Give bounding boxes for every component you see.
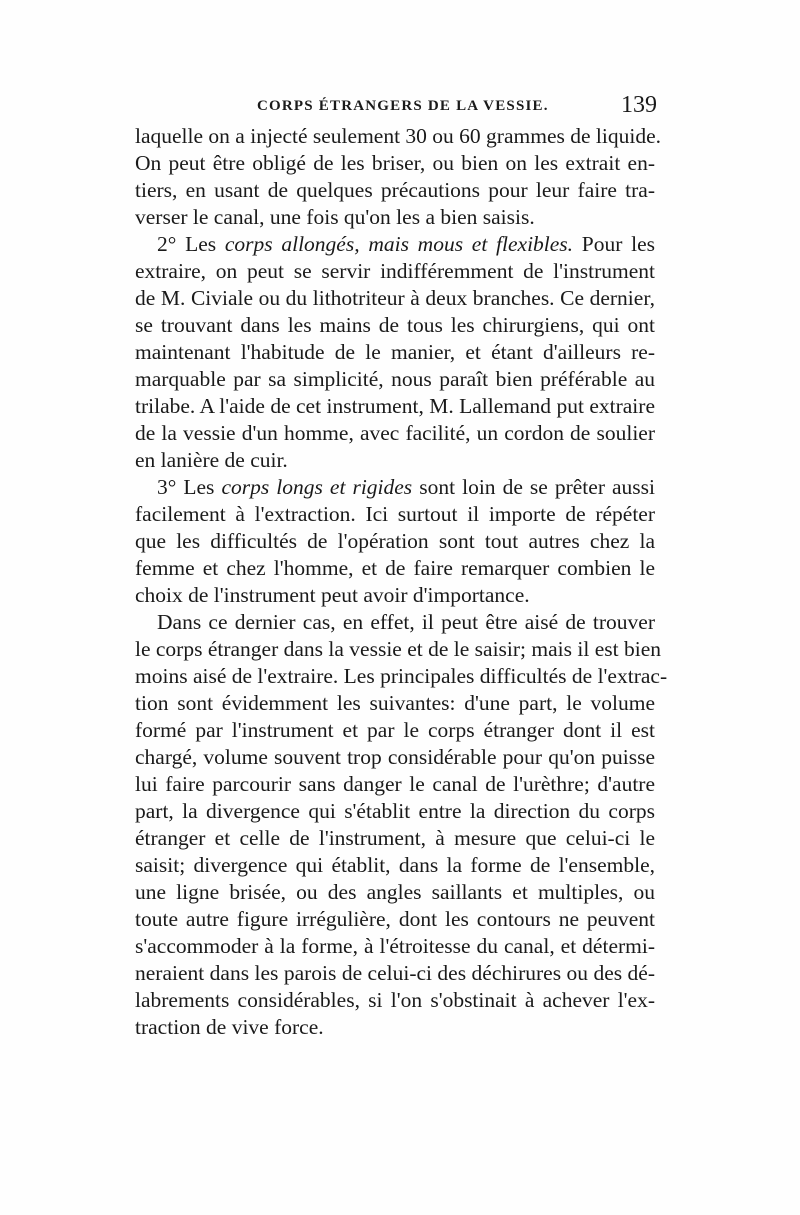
paragraph-item-2 bbox=[135, 231, 655, 474]
text-line: toute autre figure irrégulière, dont les contours ne peuvent bbox=[135, 907, 655, 931]
text-line: le corps étranger dans la vessie et de le saisir; mais il est bien bbox=[135, 637, 661, 661]
text-line: étranger et celle de l'instrument, à mesure que celui-ci le bbox=[135, 826, 655, 850]
italic-term: corps allongés, mais mous et flexibles. bbox=[224, 232, 574, 256]
text-line bbox=[135, 474, 655, 501]
text-line: neraient dans les parois de celui-ci des déchirures ou des dé- bbox=[135, 961, 655, 985]
text-line: trilabe. A l'aide de cet instrument, M. Lallemand put extraire bbox=[135, 394, 655, 418]
text-line: choix de l'instrument peut avoir d'importance. bbox=[135, 583, 530, 607]
text-line: extraire, on peut se servir indifféremment de l'instrument bbox=[135, 259, 655, 283]
running-title: CORPS ÉTRANGERS DE LA VESSIE. bbox=[257, 98, 549, 114]
text-line: On peut être obligé de les briser, ou bien on les extrait en- bbox=[135, 151, 655, 175]
body-text bbox=[135, 123, 668, 1041]
paragraph-main bbox=[135, 609, 668, 1041]
paragraph-item-3 bbox=[135, 474, 655, 609]
text-line: labrements considérables, si l'on s'obstinait à achever l'ex- bbox=[135, 988, 655, 1012]
text-line: saisit; divergence qui établit, dans la forme de l'ensemble, bbox=[135, 853, 655, 877]
text-line bbox=[135, 231, 655, 258]
text-line: en lanière de cuir. bbox=[135, 448, 288, 472]
text-line: de M. Civiale ou du lithotriteur à deux branches. Ce dernier, bbox=[135, 286, 655, 310]
text-line: moins aisé de l'extraire. Les principales difficultés de l'extrac- bbox=[135, 664, 668, 688]
text-line: de la vessie d'un homme, avec facilité, un cordon de soulier bbox=[135, 421, 655, 445]
item-number: 3° Les bbox=[157, 475, 222, 499]
text-line: chargé, volume souvent trop considérable pour qu'on puisse bbox=[135, 745, 655, 769]
text-line: se trouvant dans les mains de tous les chirurgiens, qui ont bbox=[135, 313, 655, 337]
text-line: tiers, en usant de quelques précautions pour leur faire tra- bbox=[135, 178, 655, 202]
text-line: tion sont évidemment les suivantes: d'une part, le volume bbox=[135, 691, 655, 715]
paragraph-continuation bbox=[135, 123, 661, 231]
text-line: une ligne brisée, ou des angles saillants et multiples, ou bbox=[135, 880, 655, 904]
text-line: traction de vive force. bbox=[135, 1015, 324, 1039]
page-number: 139 bbox=[621, 92, 657, 118]
text-line: marquable par sa simplicité, nous paraît bien préférable au bbox=[135, 367, 655, 391]
text-line: maintenant l'habitude de le manier, et étant d'ailleurs re- bbox=[135, 340, 655, 364]
text-line: femme et chez l'homme, et de faire remarquer combien le bbox=[135, 556, 655, 580]
text-line: part, la divergence qui s'établit entre la direction du corps bbox=[135, 799, 655, 823]
text-line: Dans ce dernier cas, en effet, il peut être aisé de trouver bbox=[157, 610, 655, 634]
text-line: laquelle on a injecté seulement 30 ou 60 grammes de liquide. bbox=[135, 124, 661, 148]
text-line: verser le canal, une fois qu'on les a bien saisis. bbox=[135, 205, 535, 229]
running-head bbox=[135, 92, 655, 122]
italic-term: corps longs et rigides bbox=[221, 475, 413, 499]
line-tail: Pour les bbox=[573, 232, 656, 256]
line-tail: sont loin de se prêter aussi bbox=[412, 475, 656, 499]
text-line: formé par l'instrument et par le corps étranger dont il est bbox=[135, 718, 655, 742]
text-line: facilement à l'extraction. Ici surtout il importe de répéter bbox=[135, 502, 655, 526]
text-line: s'accommoder à la forme, à l'étroitesse du canal, et détermi- bbox=[135, 934, 655, 958]
item-number: 2° Les bbox=[157, 232, 225, 256]
text-line: que les difficultés de l'opération sont tout autres chez la bbox=[135, 529, 655, 553]
text-line: lui faire parcourir sans danger le canal de l'urèthre; d'autre bbox=[135, 772, 655, 796]
